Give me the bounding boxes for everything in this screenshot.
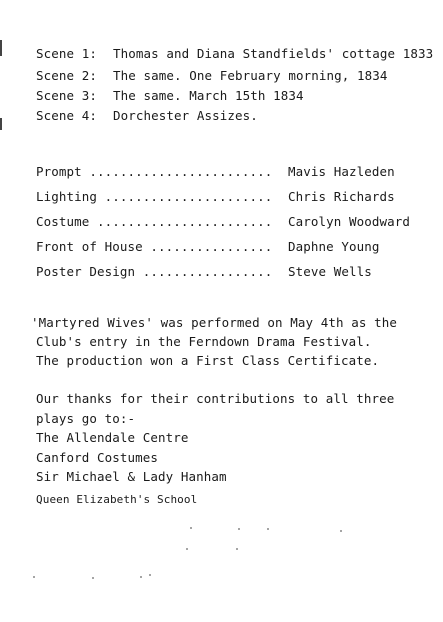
speck (149, 574, 151, 576)
credit-role: Front of House ................ (36, 239, 273, 254)
credit-role: Lighting ...................... (36, 189, 273, 204)
thanks-name-last: Queen Elizabeth's School (36, 493, 198, 506)
speck (33, 576, 35, 578)
performance-note-line: The production won a First Class Certificate. (36, 353, 380, 368)
scene-description: Dorchester Assizes. (113, 108, 258, 123)
credit-role: Costume ....................... (36, 214, 273, 229)
credit-role: Prompt ........................ (36, 164, 273, 179)
credit-name: Daphne Young (288, 239, 380, 254)
speck (340, 530, 342, 532)
credit-name: Mavis Hazleden (288, 164, 395, 179)
scene-label: Scene 2: (36, 68, 98, 83)
thanks-intro-line: plays go to:- (36, 411, 136, 426)
performance-note-line: 'Martyred Wives' was performed on May 4th as the (31, 315, 398, 330)
scene-description: The same. One February morning, 1834 (113, 68, 388, 83)
credit-role: Poster Design ................. (36, 264, 273, 279)
scene-description: The same. March 15th 1834 (113, 88, 304, 103)
scene-label: Scene 4: (36, 108, 98, 123)
thanks-intro-line: Our thanks for their contributions to all three (36, 391, 395, 406)
speck (238, 528, 240, 530)
speck (140, 576, 142, 578)
thanks-name: Sir Michael & Lady Hanham (36, 469, 227, 484)
credit-name: Carolyn Woodward (288, 214, 411, 229)
scene-label: Scene 1: (36, 46, 98, 61)
scene-label: Scene 3: (36, 88, 98, 103)
performance-note-line: Club's entry in the Ferndown Drama Festival. (36, 334, 372, 349)
speck (186, 548, 188, 550)
speck (190, 527, 192, 529)
credit-name: Steve Wells (288, 264, 372, 279)
speck (92, 577, 94, 579)
credit-name: Chris Richards (288, 189, 395, 204)
scene-description: Thomas and Diana Standfields' cottage 1833 (113, 46, 434, 61)
speck (267, 528, 269, 530)
thanks-name: Canford Costumes (36, 450, 159, 465)
edge-mark (0, 118, 2, 130)
speck (236, 548, 238, 550)
thanks-name: The Allendale Centre (36, 430, 189, 445)
edge-mark (0, 40, 2, 56)
